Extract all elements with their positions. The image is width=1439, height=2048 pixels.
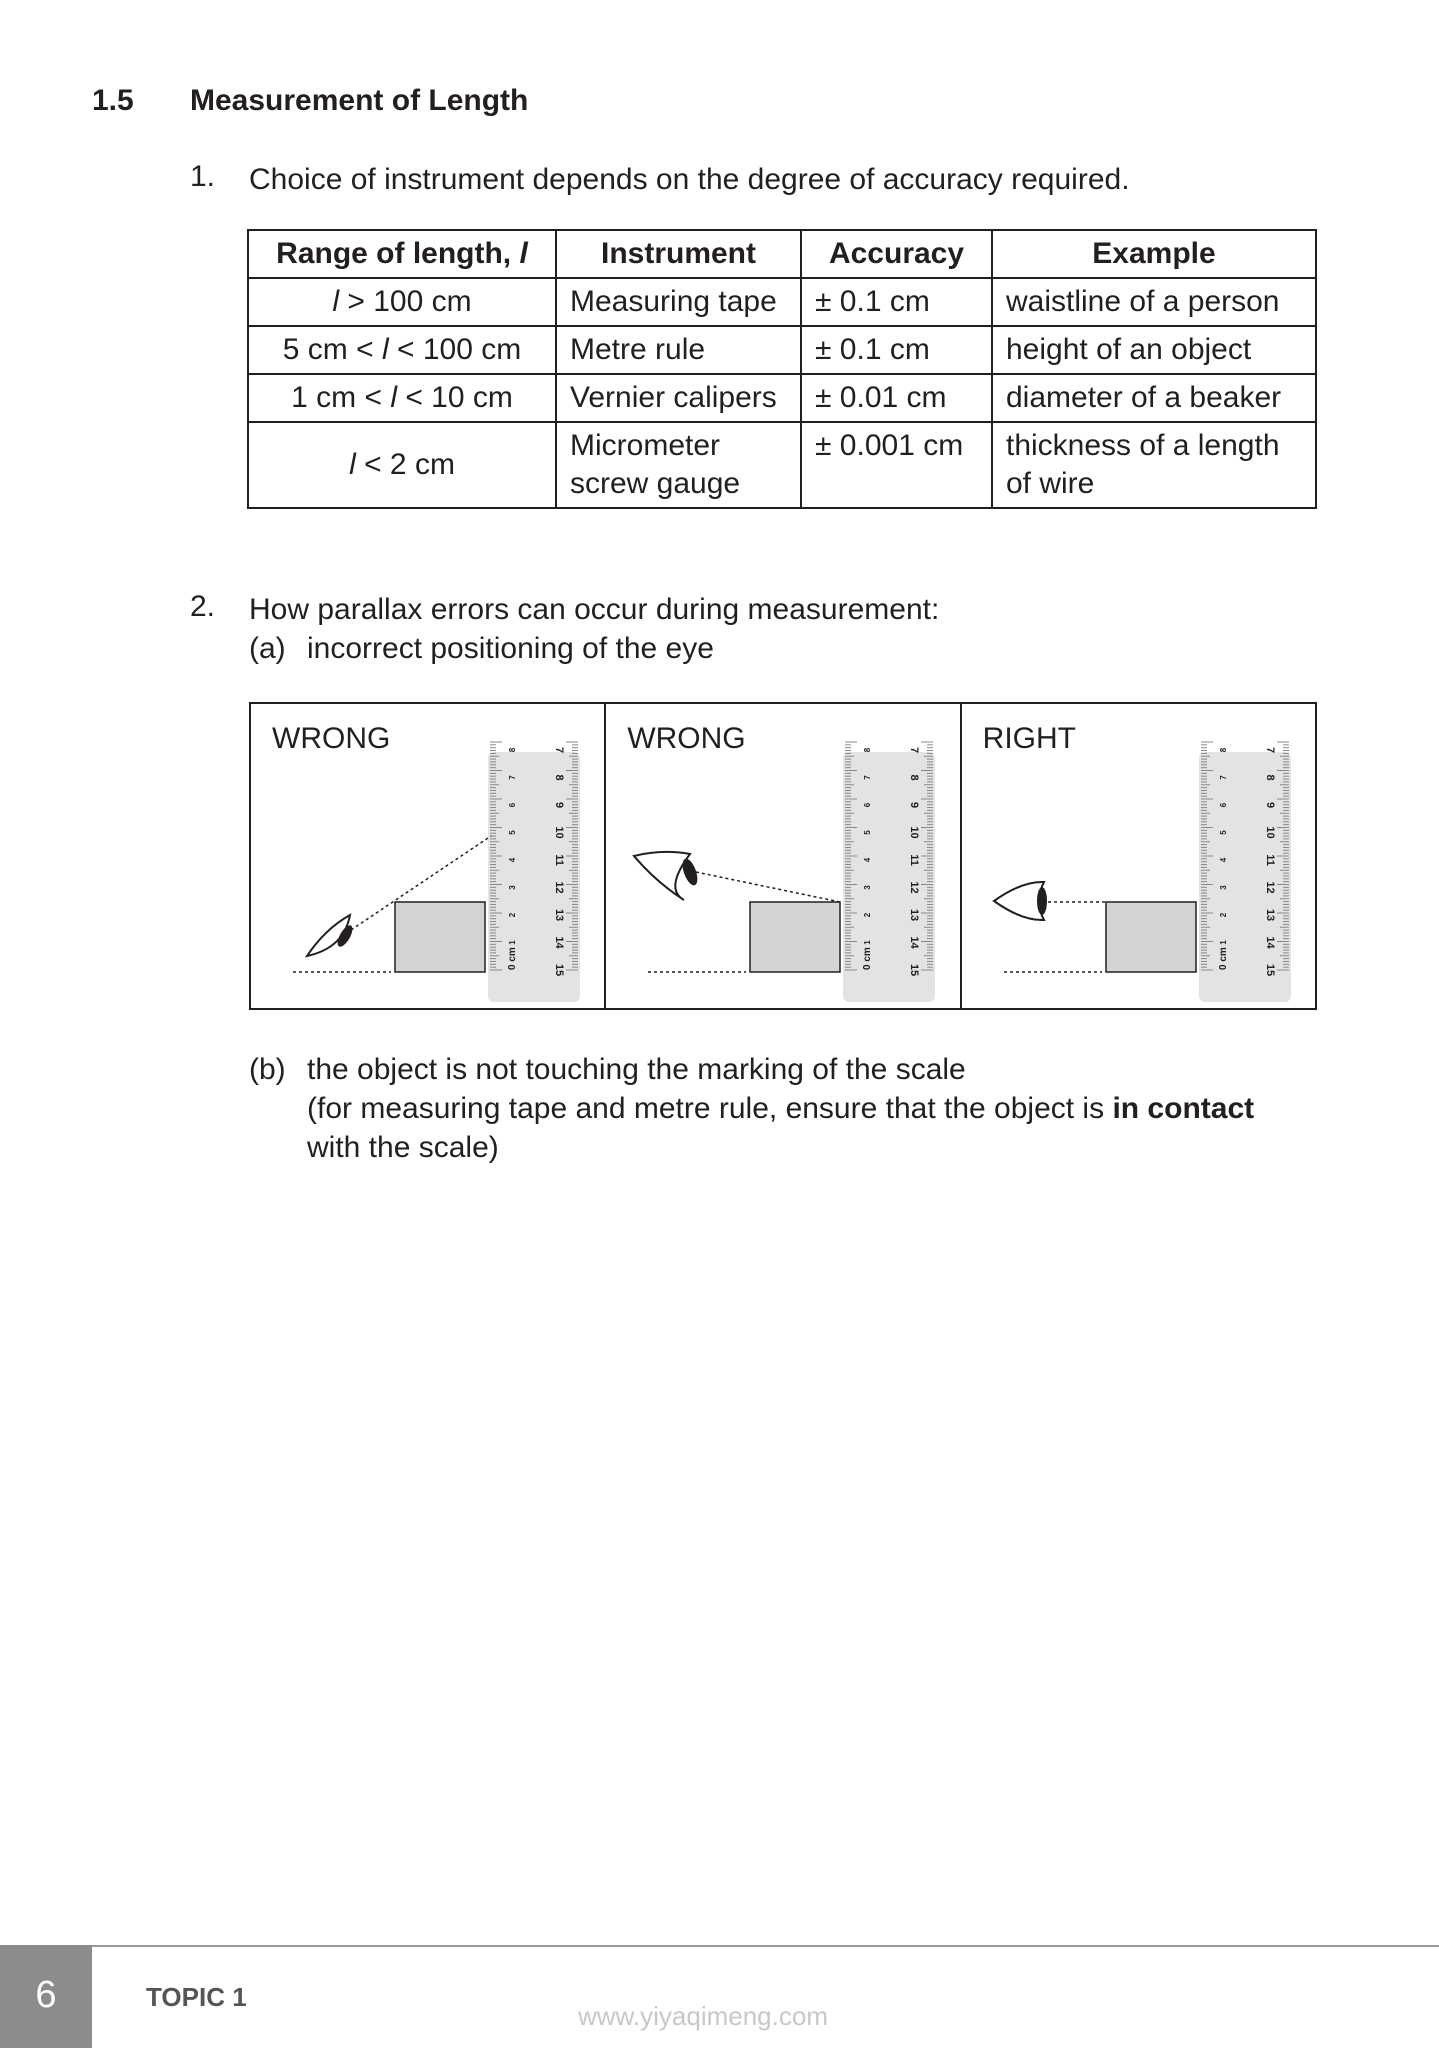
- sub-a-text: incorrect positioning of the eye: [307, 632, 714, 665]
- table-row: [248, 374, 1316, 422]
- ruler-label-inner: 7: [508, 775, 517, 780]
- sub-b-line-2: (for measuring tape and metre rule, ensure that the object is in contact: [307, 1092, 1255, 1125]
- cell-accuracy: ± 0.1 cm: [801, 278, 992, 326]
- eye-icon: [994, 882, 1044, 920]
- ruler-label-outer: 13: [1263, 908, 1276, 922]
- cell-range: l > 100 cm: [248, 278, 556, 326]
- ruler-label-outer: 14: [1263, 936, 1276, 949]
- panel-label: WRONG: [272, 722, 391, 755]
- cell-range: 1 cm < l < 10 cm: [248, 374, 556, 422]
- cell-instrument: [556, 422, 801, 508]
- ruler-label-inner: 5: [863, 830, 873, 835]
- ruler-label-inner: 5: [508, 830, 517, 835]
- footer-divider: [92, 1945, 1439, 1947]
- ruler-label-inner: 0 cm: [507, 947, 518, 970]
- header-instrument: Instrument: [556, 230, 801, 278]
- object-block: [750, 902, 840, 972]
- table-header-row: [248, 230, 1316, 278]
- table-row: [248, 422, 1316, 508]
- ruler-label-inner: 3: [863, 885, 873, 890]
- panel-wrong-above: [604, 704, 959, 1008]
- instrument-line-2: screw gauge: [570, 467, 741, 500]
- object-block: [1106, 902, 1196, 972]
- ruler-label-outer: 12: [908, 881, 921, 894]
- sub-b-line-1: the object is not touching the marking of the scale: [307, 1053, 966, 1086]
- ruler-label-inner: 4: [1218, 857, 1228, 863]
- ruler-label-inner: 2: [1218, 912, 1228, 918]
- ruler-label-inner: 5: [1218, 830, 1228, 835]
- panel-drawing: [251, 704, 605, 1008]
- ruler-label-outer: 10: [908, 826, 921, 839]
- ruler-label-inner: 1: [863, 940, 873, 945]
- cell-range: 5 cm < l < 100 cm: [248, 326, 556, 374]
- example-line-2: of wire: [1006, 467, 1095, 500]
- ruler-label-outer: 14: [908, 936, 921, 949]
- footer-url: www.yiyaqimeng.com: [578, 2001, 828, 2031]
- ruler-label-outer: 13: [553, 908, 565, 922]
- page-number: 6: [0, 1945, 92, 2048]
- panel-label: RIGHT: [982, 722, 1076, 755]
- ruler-label-outer: 8: [553, 774, 565, 781]
- section-title: Measurement of Length: [190, 84, 529, 117]
- ruler: [488, 752, 580, 1002]
- cell-example: waistline of a person: [992, 278, 1316, 326]
- ruler-label-outer: 15: [908, 963, 921, 977]
- example-line-1: thickness of a length: [1006, 429, 1280, 462]
- cell-example: diameter of a beaker: [992, 374, 1316, 422]
- ruler-label-outer: 15: [1263, 963, 1276, 977]
- instrument-line-1: Micrometer: [570, 429, 721, 462]
- ruler-label-inner: 0 cm: [1217, 947, 1229, 970]
- sight-line: [696, 872, 840, 902]
- ruler-label-outer: 12: [1263, 881, 1276, 894]
- item-1-number: 1.: [190, 160, 216, 193]
- sub-b-line-3: with the scale): [307, 1131, 499, 1164]
- ruler-label-inner: 7: [863, 775, 873, 780]
- accuracy-table: [247, 229, 1317, 509]
- ruler-label-inner: 6: [508, 802, 517, 808]
- ruler-label-inner: 8: [1218, 747, 1228, 753]
- ruler-label-outer: 13: [908, 908, 921, 922]
- table-row: [248, 278, 1316, 326]
- item-1-text: Choice of instrument depends on the degree of accuracy required.: [249, 163, 1130, 196]
- ruler-label-outer: 9: [1263, 801, 1276, 809]
- ruler-label-inner: 6: [863, 802, 873, 808]
- object-block: [395, 902, 485, 972]
- ruler: [843, 752, 935, 1002]
- ruler-label-outer: 9: [553, 801, 565, 809]
- ruler-label-inner: 1: [1218, 940, 1228, 945]
- cell-range: l < 2 cm: [248, 422, 556, 508]
- ruler-label-outer: 11: [553, 854, 565, 866]
- footer-topic: TOPIC 1: [146, 1982, 247, 2012]
- item-2-number: 2.: [190, 590, 216, 623]
- panel-wrong-below: [251, 704, 604, 1008]
- cell-example: height of an object: [992, 326, 1316, 374]
- panel-drawing: [606, 704, 960, 1008]
- sub-a-label: (a): [249, 632, 286, 665]
- table-row: [248, 326, 1316, 374]
- header-example: Example: [992, 230, 1316, 278]
- ruler-label-outer: 8: [908, 774, 921, 781]
- cell-instrument: Measuring tape: [556, 278, 801, 326]
- ruler-label-outer: 7: [908, 746, 921, 754]
- ruler-label-outer: 9: [908, 801, 921, 809]
- panel-drawing: [962, 704, 1316, 1008]
- header-range: Range of length, l: [248, 230, 556, 278]
- ruler-label-outer: 11: [908, 854, 921, 866]
- pupil: [335, 923, 356, 949]
- ruler-label-inner: 4: [508, 857, 517, 863]
- ruler-label-inner: 6: [1218, 802, 1228, 808]
- parallax-figure: [249, 702, 1317, 1010]
- item-2-text: How parallax errors can occur during measurement:: [249, 593, 940, 626]
- cell-instrument: Vernier calipers: [556, 374, 801, 422]
- cell-accuracy: ± 0.1 cm: [801, 326, 992, 374]
- ruler-label-inner: 0 cm: [862, 947, 874, 970]
- ruler-label-inner: 3: [1218, 885, 1228, 890]
- ruler-label-inner: 7: [1218, 775, 1228, 780]
- ruler-label-outer: 10: [553, 826, 565, 839]
- ruler-label-outer: 8: [1263, 774, 1276, 781]
- ruler-label-outer: 10: [1263, 826, 1276, 839]
- ruler-label-inner: 8: [863, 747, 873, 753]
- ruler-label-inner: 2: [508, 912, 517, 918]
- cell-accuracy: ± 0.01 cm: [801, 374, 992, 422]
- eye-icon: [634, 852, 690, 900]
- ruler-label-inner: 3: [508, 885, 517, 890]
- panel-right-level: [960, 704, 1315, 1008]
- cell-accuracy: ± 0.001 cm: [801, 422, 992, 508]
- header-accuracy: Accuracy: [801, 230, 992, 278]
- ruler-label-outer: 7: [1263, 746, 1276, 754]
- ruler-label-outer: 15: [553, 963, 565, 977]
- panel-label: WRONG: [627, 722, 746, 755]
- ruler-label-inner: 2: [863, 912, 873, 918]
- ruler-label-inner: 8: [508, 747, 517, 753]
- ruler-label-inner: 4: [863, 857, 873, 863]
- sub-b-label: (b): [249, 1053, 286, 1086]
- cell-example: [992, 422, 1316, 508]
- section-number: 1.5: [92, 84, 134, 117]
- ruler-label-outer: 11: [1263, 854, 1276, 866]
- ruler-label-inner: 1: [508, 940, 517, 945]
- emphasis-in-contact: in contact: [1112, 1092, 1255, 1125]
- ruler: [1199, 752, 1291, 1002]
- cell-instrument: Metre rule: [556, 326, 801, 374]
- pupil: [1037, 887, 1047, 915]
- ruler-label-outer: 14: [553, 936, 565, 949]
- ruler-label-outer: 12: [553, 881, 565, 894]
- ruler-label-outer: 7: [553, 746, 565, 754]
